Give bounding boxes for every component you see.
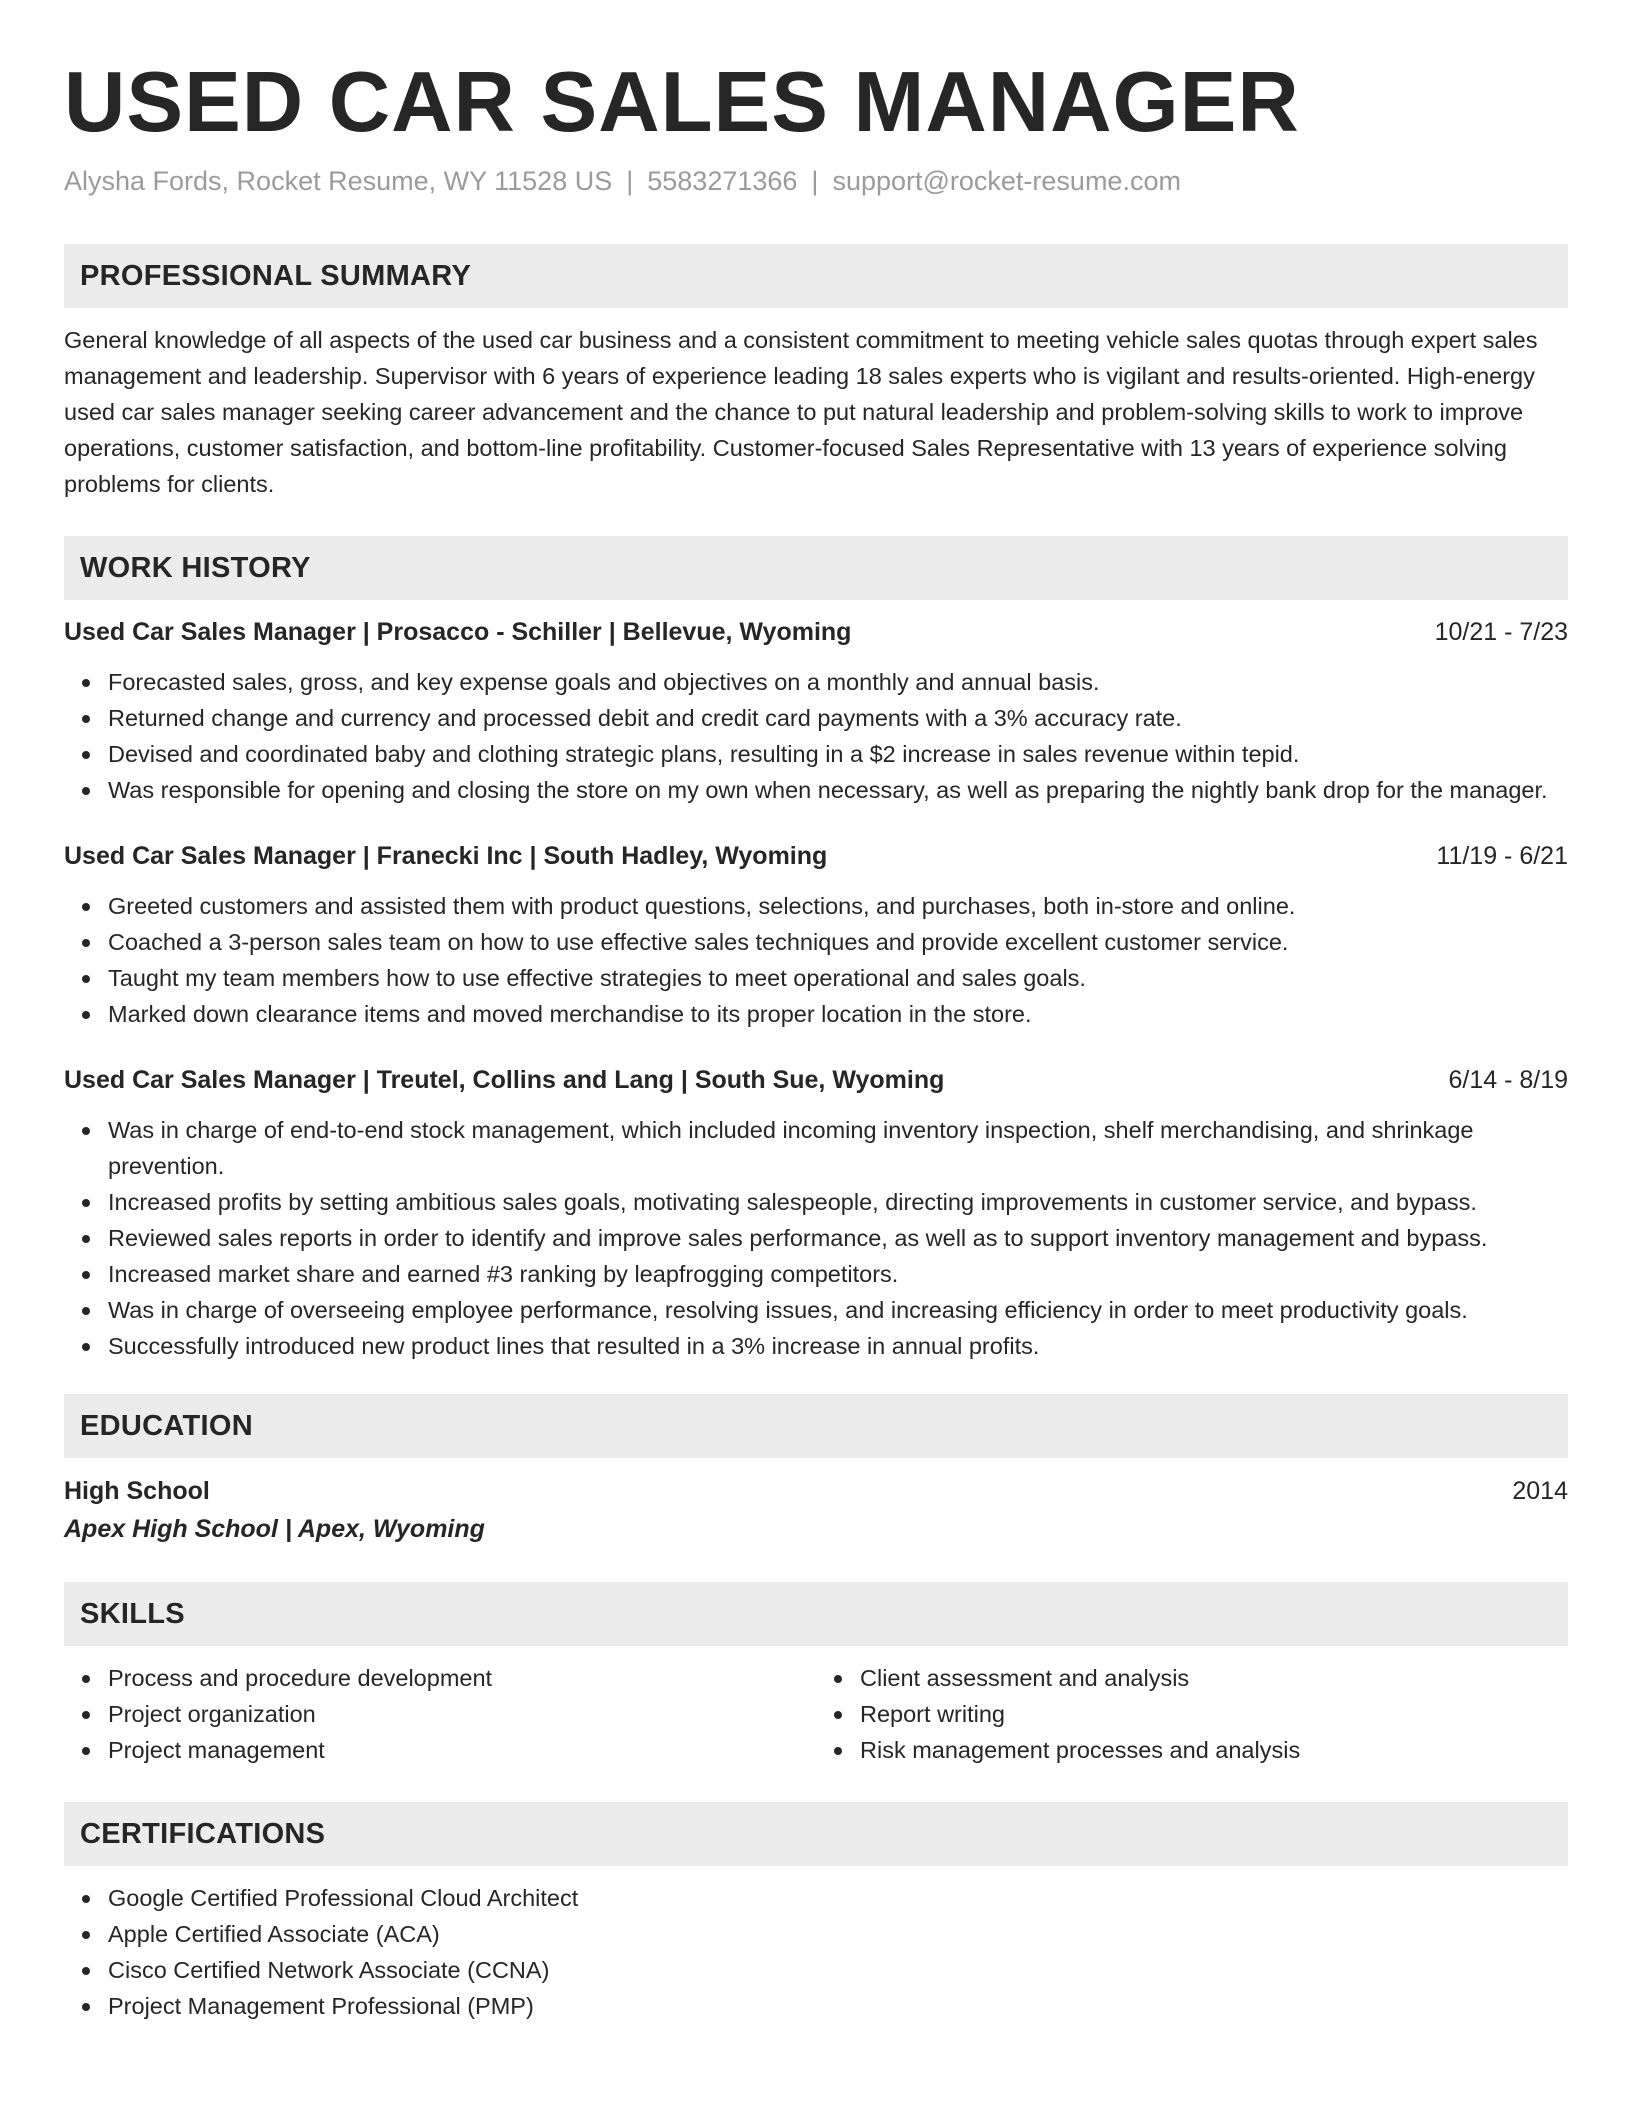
work-section-title: WORK HISTORY <box>80 551 311 584</box>
list-item: Reviewed sales reports in order to identify and improve sales performance, as well as to support inventory management and bypass. <box>108 1220 1568 1256</box>
skills-section-title: SKILLS <box>80 1597 185 1630</box>
list-item: Cisco Certified Network Associate (CCNA) <box>108 1952 1568 1988</box>
list-item: Returned change and currency and processed debit and credit card payments with a 3% accuracy rate. <box>108 700 1568 736</box>
education-year: 2014 <box>1512 1477 1568 1505</box>
job-header <box>64 838 1568 874</box>
certifications-section-header <box>64 1802 1568 1866</box>
list-item: Project management <box>108 1732 816 1768</box>
list-item: Risk management processes and analysis <box>860 1732 1568 1768</box>
job-bullets <box>64 1112 1568 1364</box>
education-section-header <box>64 1394 1568 1458</box>
job-dates: 11/19 - 6/21 <box>1436 842 1568 870</box>
list-item: Apple Certified Associate (ACA) <box>108 1916 1568 1952</box>
education-school: Apex High School | Apex, Wyoming <box>64 1515 485 1543</box>
job-title: Used Car Sales Manager | Franecki Inc | South Hadley, Wyoming <box>64 842 828 870</box>
summary-section-title: PROFESSIONAL SUMMARY <box>80 259 472 292</box>
resume-name-title: USED CAR SALES MANAGER <box>64 55 1300 150</box>
list-item: Taught my team members how to use effective strategies to meet operational and sales goals. <box>108 960 1568 996</box>
list-item: Project Management Professional (PMP) <box>108 1988 1568 2024</box>
list-item: Was in charge of overseeing employee performance, resolving issues, and increasing efficiency in order to meet productivity goals. <box>108 1292 1568 1328</box>
education-row <box>64 1472 1568 1510</box>
list-item: Successfully introduced new product lines that resulted in a 3% increase in annual profits. <box>108 1328 1568 1364</box>
list-item: Client assessment and analysis <box>860 1660 1568 1696</box>
job-dates: 10/21 - 7/23 <box>1434 618 1568 646</box>
education-section-title: EDUCATION <box>80 1409 253 1442</box>
job-entry <box>64 1062 1568 1364</box>
job-entry <box>64 614 1568 808</box>
work-section-header <box>64 536 1568 600</box>
job-header <box>64 1062 1568 1098</box>
job-bullets <box>64 888 1568 1032</box>
list-item: Greeted customers and assisted them with product questions, selections, and purchases, both in-store and online. <box>108 888 1568 924</box>
job-header <box>64 614 1568 650</box>
skills-column-right <box>816 1660 1568 1768</box>
list-item: Increased profits by setting ambitious sales goals, motivating salespeople, directing improvements in customer service, and bypass. <box>108 1184 1568 1220</box>
summary-text: General knowledge of all aspects of the used car business and a consistent commitment to meeting vehicle sales quotas through expert sales management and leadership. Supervisor with 6 years of experience leading 18 sales experts who is vigilant and results-oriented. High-energy used car sales manager seeking career advancement and the chance to put natural leadership and problem-solving skills to work to improve operations, customer satisfaction, and bottom-line profitability. Customer-focused Sales Representative with 13 years of experience solving problems for clients. <box>64 327 1538 497</box>
work-history <box>64 614 1568 1364</box>
contact-line <box>64 164 1568 198</box>
list-item: Process and procedure development <box>108 1660 816 1696</box>
job-dates: 6/14 - 8/19 <box>1448 1066 1568 1094</box>
list-item: Increased market share and earned #3 ranking by leapfrogging competitors. <box>108 1256 1568 1292</box>
job-entry <box>64 838 1568 1032</box>
contact-address: Alysha Fords, Rocket Resume, WY 11528 US <box>64 166 613 196</box>
skills-list-right <box>816 1660 1568 1768</box>
list-item: Report writing <box>860 1696 1568 1732</box>
list-item: Coached a 3-person sales team on how to use effective sales techniques and provide excellent customer service. <box>108 924 1568 960</box>
list-item: Forecasted sales, gross, and key expense goals and objectives on a monthly and annual basis. <box>108 664 1568 700</box>
skills-section-header <box>64 1582 1568 1646</box>
contact-email: support@rocket-resume.com <box>832 166 1181 196</box>
list-item: Was responsible for opening and closing the store on my own when necessary, as well as preparing the nightly bank drop for the manager. <box>108 772 1568 808</box>
certifications-list <box>64 1880 1568 2024</box>
job-title: Used Car Sales Manager | Treutel, Collins and Lang | South Sue, Wyoming <box>64 1066 945 1094</box>
skills-list-left <box>64 1660 816 1768</box>
summary-section-header <box>64 244 1568 308</box>
contact-separator: | <box>811 166 819 196</box>
list-item: Google Certified Professional Cloud Architect <box>108 1880 1568 1916</box>
list-item: Was in charge of end-to-end stock management, which included incoming inventory inspection, shelf merchandising, and shrinkage prevention. <box>108 1112 1568 1184</box>
contact-separator: | <box>626 166 634 196</box>
list-item: Project organization <box>108 1696 816 1732</box>
certifications-section-title: CERTIFICATIONS <box>80 1817 326 1850</box>
education-degree: High School <box>64 1477 210 1505</box>
contact-phone: 5583271366 <box>647 166 798 196</box>
skills-column-left <box>64 1660 816 1768</box>
skills-grid <box>64 1660 1568 1768</box>
list-item: Marked down clearance items and moved merchandise to its proper location in the store. <box>108 996 1568 1032</box>
job-title: Used Car Sales Manager | Prosacco - Schiller | Bellevue, Wyoming <box>64 618 852 646</box>
list-item: Devised and coordinated baby and clothing strategic plans, resulting in a $2 increase in sales revenue within tepid. <box>108 736 1568 772</box>
job-bullets <box>64 664 1568 808</box>
